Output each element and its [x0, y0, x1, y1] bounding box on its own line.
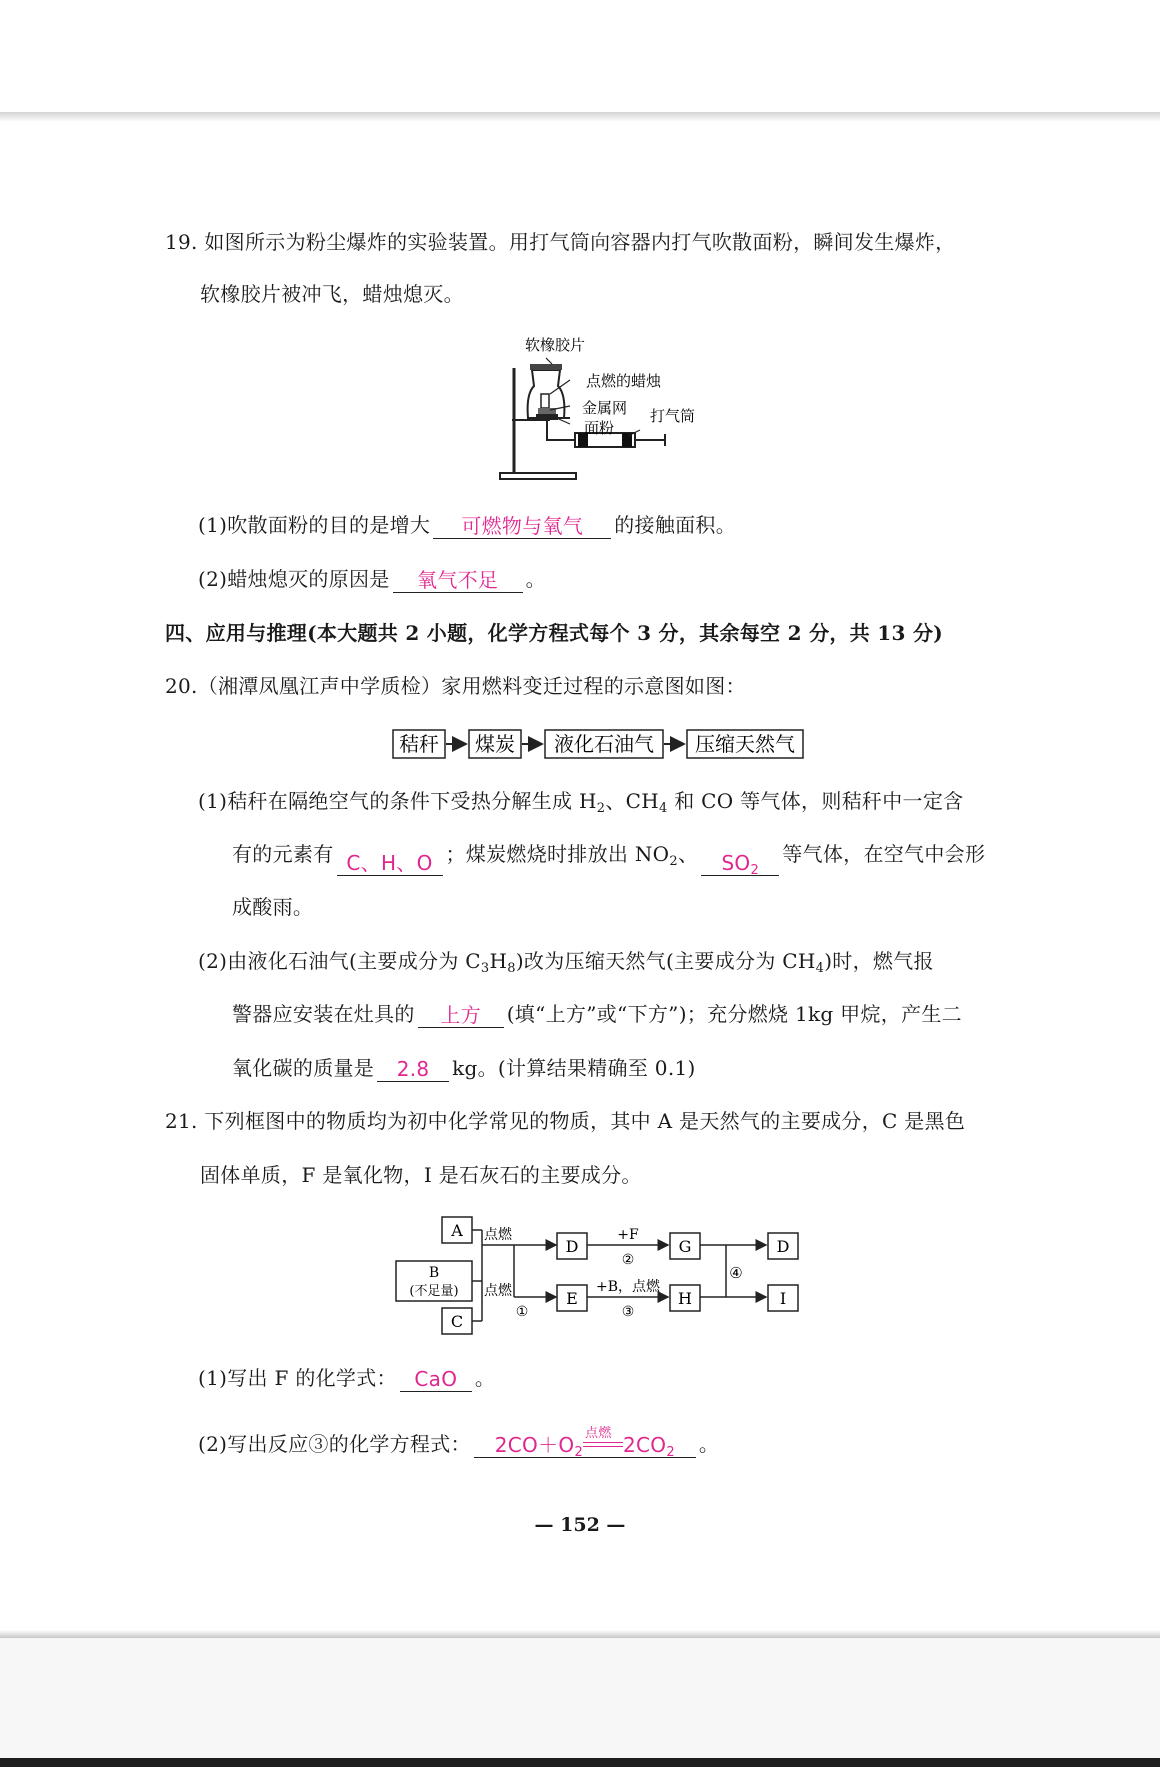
q20-p2-text-c: )改为压缩天然气(主要成分为 CH	[515, 949, 816, 973]
q19-part1-prompt: (1)吹散面粉的目的是增大	[198, 513, 431, 537]
viewer-bottom-margin	[0, 1638, 1160, 1758]
page-bottom-shadow	[0, 1630, 1160, 1638]
q20-part2-blank1[interactable]	[418, 1001, 504, 1028]
q20-p1-text-e: ；煤炭燃烧时排放出 NO	[445, 842, 670, 866]
fuel-evolution-flow	[390, 726, 810, 762]
q20-p2-text-f: (填“上方”或“下方”)；充分燃烧 1kg 甲烷，产生二	[506, 1002, 962, 1026]
dust-explosion-apparatus-figure	[490, 328, 710, 488]
q20-intro: 20.（湘潭凤凰江声中学质检）家用燃料变迁过程的示意图如图：	[165, 674, 746, 698]
q19-part1	[198, 511, 736, 539]
subscript: 2	[596, 801, 606, 816]
page-top-shadow	[0, 112, 1160, 122]
q20-part1-answer1: C、H、O	[346, 851, 433, 875]
q21-line1: 21. 下列框图中的物质均为初中化学常见的物质，其中 A 是天然气的主要成分，C 是黑色	[165, 1109, 966, 1133]
node-I: I	[779, 1289, 787, 1308]
label-plus-B-ignite: +B，点燃	[595, 1279, 661, 1295]
q21-part1	[198, 1364, 495, 1392]
q20-part1-answer2-main: SO	[721, 851, 751, 875]
section4-heading: 四、应用与推理(本大题共 2 小题，化学方程式每个 3 分，其余每空 2 分，共 13 分)	[165, 621, 944, 645]
subscript: 4	[658, 801, 668, 816]
q20-p2-text-g: 氧化碳的质量是	[232, 1056, 375, 1080]
flow-item-straw: 秸秆	[399, 732, 439, 756]
label-reaction-4: ④	[729, 1264, 743, 1282]
q21-part2-suffix: 。	[698, 1432, 720, 1456]
node-B: B	[428, 1265, 440, 1281]
label-rubber-sheet: 软橡胶片	[525, 336, 586, 354]
q19-part2-suffix: 。	[525, 567, 546, 591]
equation-condition-arrow	[583, 1426, 623, 1454]
subscript: 2	[574, 1445, 584, 1460]
q20-part1-answer2	[721, 851, 760, 878]
q19-part2-answer: 氧气不足	[417, 568, 499, 592]
q20-p2-text-e: 警器应安装在灶具的	[232, 1002, 415, 1026]
q19-part2-blank[interactable]	[393, 566, 523, 593]
subscript: 4	[815, 961, 825, 976]
equation-condition: 点燃	[585, 1426, 612, 1441]
q20-part2-line1	[198, 947, 934, 983]
q21-line2: 固体单质，F 是氧化物，I 是石灰石的主要成分。	[200, 1163, 642, 1187]
q20-part1-line2	[232, 840, 985, 876]
node-H: H	[678, 1289, 692, 1308]
q21-part2-blank[interactable]	[474, 1426, 696, 1460]
q19-part1-suffix: 的接触面积。	[614, 513, 737, 537]
subscript: 2	[666, 1445, 675, 1460]
q21-part1-prompt: (1)写出 F 的化学式：	[198, 1366, 397, 1390]
q20-p1-text-b: 、CH	[605, 789, 659, 813]
viewer-top-margin	[0, 0, 1160, 112]
label-air-pump: 打气筒	[650, 407, 696, 425]
label-lit-candle: 点燃的蜡烛	[586, 372, 662, 390]
q20-part1-blank2[interactable]	[701, 849, 779, 876]
label-reaction-3: ③	[621, 1304, 635, 1320]
q19-part2	[198, 565, 546, 593]
q20-p1-text-f: 、	[677, 842, 699, 866]
label-ignite-upper: 点燃	[484, 1227, 512, 1243]
q20-p1-text-d: 有的元素有	[232, 842, 334, 866]
q19-part2-prompt: (2)蜡烛熄灭的原因是	[198, 567, 390, 591]
node-A: A	[451, 1221, 463, 1240]
q20-p2-text-h: kg。(计算结果精确至 0.1)	[452, 1056, 696, 1080]
flow-item-lpg: 液化石油气	[554, 732, 654, 756]
label-reaction-1: ①	[515, 1304, 529, 1320]
substance-relationship-diagram	[390, 1212, 810, 1338]
q21-part1-answer: CaO	[414, 1367, 458, 1391]
label-ignite-lower: 点燃	[484, 1283, 512, 1299]
q20-part2-line3	[232, 1054, 696, 1082]
q20-part2-answer1: 上方	[440, 1003, 481, 1027]
label-reaction-2: ②	[621, 1252, 635, 1268]
q19-part1-answer: 可燃物与氧气	[461, 514, 584, 538]
node-D: D	[565, 1237, 579, 1256]
equation-products: 2CO	[623, 1433, 667, 1457]
q21-part1-suffix: 。	[474, 1366, 496, 1390]
q20-part1-line1	[198, 787, 963, 823]
subscript: 2	[750, 863, 760, 878]
subscript: 3	[480, 961, 490, 976]
flow-item-cng: 压缩天然气	[695, 732, 795, 756]
q20-p1-text-c: 和 CO 等气体，则秸秆中一定含	[667, 789, 964, 813]
q20-part1-blank1[interactable]	[337, 849, 443, 876]
viewer-bottom-bar	[0, 1758, 1160, 1767]
label-plus-F: +F	[617, 1227, 639, 1243]
label-flour: 面粉	[584, 419, 615, 437]
q21-part2	[198, 1426, 720, 1460]
label-metal-mesh: 金属网	[582, 399, 628, 417]
q20-p1-text-g: 等气体，在空气中会形	[782, 842, 986, 866]
q20-part2-answer2: 2.8	[396, 1057, 430, 1081]
q21-part2-equation	[494, 1426, 675, 1460]
q20-part2-line2	[232, 1000, 962, 1028]
q20-p1-text-a: (1)秸秆在隔绝空气的条件下受热分解生成 H	[198, 789, 597, 813]
q20-p2-text-b: H	[489, 949, 508, 973]
q20-p2-text-d: )时，燃气报	[824, 949, 934, 973]
q20-part1-line3: 成酸雨。	[232, 895, 314, 919]
page-number: — 152 —	[534, 1514, 626, 1536]
q20-p2-text-a: (2)由液化石油气(主要成分为 C	[198, 949, 481, 973]
subscript: 2	[669, 854, 678, 869]
equation-reactants: 2CO＋O	[494, 1433, 575, 1457]
q19-part1-blank[interactable]	[433, 512, 611, 539]
node-G: G	[678, 1237, 692, 1256]
node-E: E	[566, 1289, 578, 1308]
q21-part2-prompt: (2)写出反应③的化学方程式：	[198, 1432, 471, 1456]
q21-part1-blank[interactable]	[400, 1365, 472, 1392]
flow-item-coal: 煤炭	[475, 732, 515, 756]
q20-part2-blank2[interactable]	[377, 1055, 449, 1082]
node-B-note: (不足量)	[409, 1284, 459, 1299]
q19-line1: 19. 如图所示为粉尘爆炸的实验装置。用打气筒向容器内打气吹散面粉，瞬间发生爆炸，	[165, 230, 956, 254]
q19-line2: 软橡胶片被冲飞，蜡烛熄灭。	[200, 282, 464, 306]
node-C: C	[450, 1312, 464, 1331]
node-D-product: D	[776, 1237, 790, 1256]
subscript: 8	[507, 961, 516, 976]
